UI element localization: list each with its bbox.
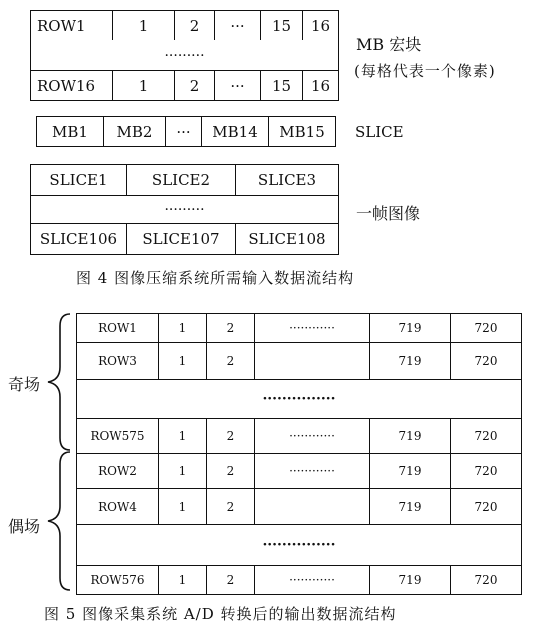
pixel-cell: 720 <box>450 453 522 489</box>
pixel-cell: 2 <box>174 70 215 101</box>
pixel-cell: 1 <box>158 342 207 380</box>
mb-note: (每格代表一个像素) <box>354 62 496 80</box>
pixel-cell: 15 <box>260 70 303 101</box>
frame-middle-dots: ········· <box>30 195 339 224</box>
pixel-cell: 1 <box>158 313 207 343</box>
pixel-ellipsis: ············ <box>254 313 370 343</box>
odd-middle-dots: ··············· <box>76 379 522 419</box>
slice-mb-ellipsis: ··· <box>165 116 202 147</box>
pixel-cell: 2 <box>206 418 255 454</box>
pixel-ellipsis: ··· <box>214 70 261 101</box>
pixel-ellipsis: ············ <box>254 453 370 489</box>
pixel-cell: 720 <box>450 342 522 380</box>
pixel-ellipsis: ··· <box>214 10 261 41</box>
pixel-cell: 719 <box>369 418 451 454</box>
pixel-cell: 1 <box>158 565 207 595</box>
pixel-cell: 719 <box>369 342 451 380</box>
row-label: ROW1 <box>76 313 159 343</box>
frame-label: 一帧图像 <box>356 204 421 223</box>
slice-cell: SLICE106 <box>30 223 127 255</box>
row-label: ROW16 <box>30 70 113 101</box>
pixel-cell: 1 <box>158 453 207 489</box>
pixel-cell: 16 <box>302 10 339 41</box>
even-field-label: 偶场 <box>8 517 41 536</box>
pixel-ellipsis <box>254 488 370 525</box>
pixel-cell: 1 <box>112 70 175 101</box>
slice-mb-cell: MB14 <box>201 116 269 147</box>
pixel-cell: 1 <box>158 418 207 454</box>
slice-label: SLICE <box>355 123 404 141</box>
pixel-cell: 1 <box>112 10 175 41</box>
row-label: ROW1 <box>30 10 113 41</box>
pixel-cell: 720 <box>450 313 522 343</box>
row-label: ROW3 <box>76 342 159 380</box>
slice-cell: SLICE2 <box>126 164 236 196</box>
slice-mb-cell: MB1 <box>36 116 104 147</box>
odd-field-label: 奇场 <box>8 375 41 394</box>
pixel-cell: 2 <box>174 10 215 41</box>
even-field-brace <box>44 450 74 592</box>
pixel-ellipsis: ············ <box>254 418 370 454</box>
pixel-cell: 1 <box>158 488 207 525</box>
pixel-cell: 719 <box>369 488 451 525</box>
slice-mb-cell: MB15 <box>268 116 336 147</box>
figure-5-caption: 图 5 图像采集系统 A/D 转换后的输出数据流结构 <box>44 605 397 623</box>
slice-cell: SLICE107 <box>126 223 236 255</box>
slice-cell: SLICE3 <box>235 164 339 196</box>
pixel-cell: 16 <box>302 70 339 101</box>
mb-middle-dots: ········· <box>30 40 339 71</box>
figure-4-caption: 图 4 图像压缩系统所需输入数据流结构 <box>76 269 355 287</box>
pixel-cell: 719 <box>369 453 451 489</box>
mb-label: MB 宏块 <box>356 35 422 54</box>
pixel-cell: 2 <box>206 313 255 343</box>
row-label: ROW575 <box>76 418 159 454</box>
pixel-cell: 2 <box>206 453 255 489</box>
pixel-cell: 720 <box>450 418 522 454</box>
pixel-cell: 719 <box>369 313 451 343</box>
slice-cell: SLICE108 <box>235 223 339 255</box>
pixel-cell: 720 <box>450 488 522 525</box>
row-label: ROW4 <box>76 488 159 525</box>
pixel-cell: 15 <box>260 10 303 41</box>
pixel-ellipsis: ············ <box>254 565 370 595</box>
slice-mb-cell: MB2 <box>103 116 166 147</box>
pixel-cell: 2 <box>206 488 255 525</box>
pixel-ellipsis <box>254 342 370 380</box>
pixel-cell: 2 <box>206 565 255 595</box>
pixel-cell: 720 <box>450 565 522 595</box>
even-middle-dots: ··············· <box>76 524 522 566</box>
row-label: ROW2 <box>76 453 159 489</box>
pixel-cell: 719 <box>369 565 451 595</box>
row-label: ROW576 <box>76 565 159 595</box>
odd-field-brace <box>44 312 74 452</box>
slice-cell: SLICE1 <box>30 164 127 196</box>
pixel-cell: 2 <box>206 342 255 380</box>
